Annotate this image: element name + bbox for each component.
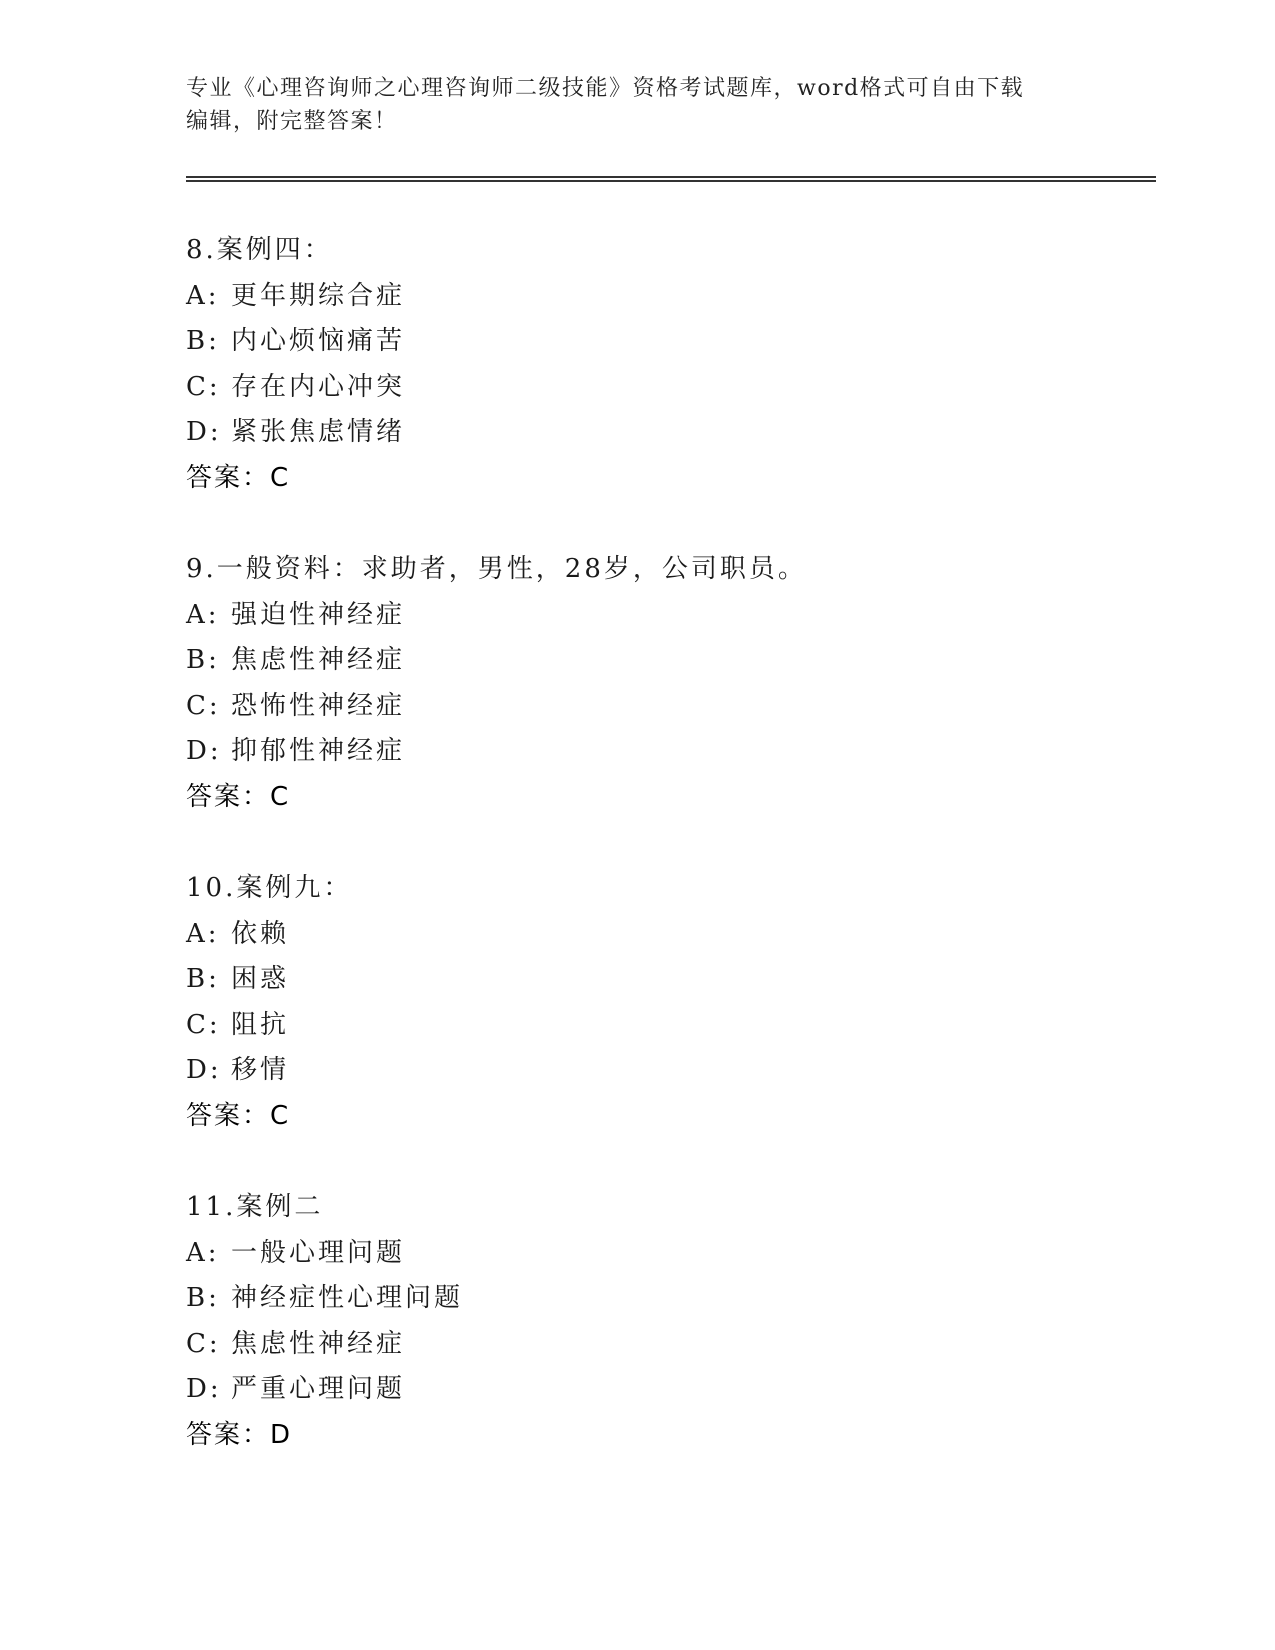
option-key: A: — [186, 918, 220, 949]
option-b — [186, 638, 1156, 684]
option-key: C: — [186, 1328, 221, 1359]
option-key: D: — [186, 736, 222, 766]
header-line-2: 编辑，附完整答案！ — [186, 109, 398, 134]
option-key: A: — [186, 1237, 220, 1268]
option-d — [186, 1048, 1156, 1094]
option-text: 存在内心冲突 — [231, 371, 406, 402]
question-stem: 11.案例二 — [186, 1192, 324, 1222]
option-a — [186, 912, 1156, 958]
option-text: 一般心理问题 — [231, 1237, 406, 1268]
option-text: 恐怖性神经症 — [231, 690, 406, 721]
option-text: 焦虑性神经症 — [231, 645, 406, 675]
option-key: D: — [186, 1374, 222, 1404]
question-stem: 10.案例九： — [186, 873, 353, 903]
option-key: B: — [186, 326, 220, 356]
option-c — [186, 365, 1156, 411]
option-key: D: — [186, 1055, 222, 1085]
option-key: B: — [186, 645, 220, 675]
question-11 — [186, 1185, 1156, 1458]
option-b — [186, 1276, 1156, 1322]
question-8 — [186, 228, 1156, 501]
option-key: B: — [186, 1283, 220, 1313]
option-a — [186, 1231, 1156, 1277]
document-page — [186, 0, 1156, 1650]
document-header — [186, 72, 1086, 138]
option-text: 困惑 — [231, 964, 290, 994]
answer: 答案：C — [186, 1100, 291, 1131]
option-key: C: — [186, 371, 221, 402]
option-text: 更年期综合症 — [231, 280, 406, 311]
header-line-1: 专业《心理咨询师之心理咨询师二级技能》资格考试题库，word格式可自由下载 — [186, 76, 1025, 101]
question-10 — [186, 866, 1156, 1139]
option-text: 依赖 — [231, 918, 290, 949]
option-text: 内心烦恼痛苦 — [231, 326, 406, 356]
option-text: 抑郁性神经症 — [231, 736, 406, 766]
option-text: 焦虑性神经症 — [231, 1328, 406, 1359]
option-b — [186, 957, 1156, 1003]
option-key: C: — [186, 1009, 221, 1040]
option-d — [186, 410, 1156, 456]
answer: 答案：D — [186, 1419, 293, 1450]
option-text: 移情 — [231, 1055, 290, 1085]
option-d — [186, 1367, 1156, 1413]
option-a — [186, 274, 1156, 320]
option-key: D: — [186, 417, 222, 447]
option-text: 紧张焦虑情绪 — [231, 417, 406, 447]
answer: 答案：C — [186, 462, 291, 493]
question-stem: 8.案例四： — [186, 235, 333, 265]
option-key: A: — [186, 599, 220, 630]
option-c — [186, 1322, 1156, 1368]
option-c — [186, 684, 1156, 730]
option-a — [186, 593, 1156, 639]
option-text: 阻抗 — [231, 1009, 290, 1040]
question-stem: 9.一般资料：求助者，男性，28岁，公司职员。 — [186, 554, 807, 584]
question-list — [186, 228, 1156, 1504]
option-text: 严重心理问题 — [231, 1374, 406, 1404]
question-9 — [186, 547, 1156, 820]
option-text: 神经症性心理问题 — [231, 1283, 464, 1313]
option-d — [186, 729, 1156, 775]
option-key: B: — [186, 964, 220, 994]
option-key: A: — [186, 280, 220, 311]
option-c — [186, 1003, 1156, 1049]
option-key: C: — [186, 690, 221, 721]
option-text: 强迫性神经症 — [231, 599, 406, 630]
answer: 答案：C — [186, 781, 291, 812]
option-b — [186, 319, 1156, 365]
header-double-rule — [186, 176, 1156, 182]
